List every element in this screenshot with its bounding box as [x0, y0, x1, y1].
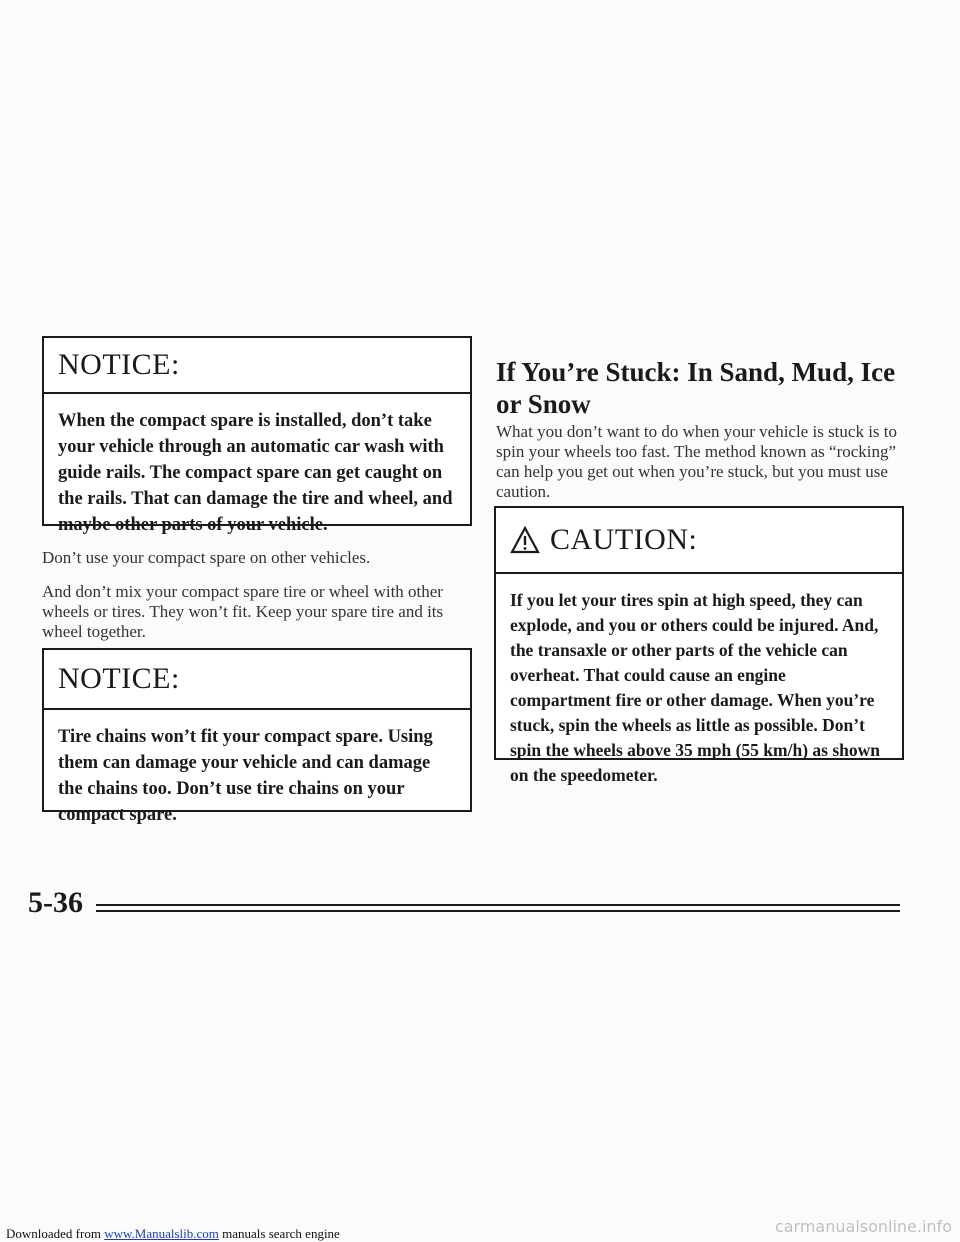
watermark: carmanualsonline.info	[774, 1217, 952, 1236]
paragraph-other-vehicles: Don’t use your compact spare on other vehicles.	[42, 548, 371, 567]
page-rule-bottom	[96, 910, 900, 912]
paragraph-rocking: What you don’t want to do when your vehicle is stuck is to spin your wheels too fast. The method known as “rocking” can help you get out when you’re stuck, but you must use caution.	[496, 422, 898, 501]
caution-body: If you let your tires spin at high speed, they can explode, and you or others could be injured. And, the transaxle or other parts of the vehicle can overheat. That could cause an engine compartment fire or other damage. When you’re stuck, spin the wheels as little as possible. Don’t spin the wheels above 35 mph (55 km/h) as shown on the speedometer.	[510, 590, 880, 785]
notice-box-compact-spare	[42, 336, 472, 535]
notice-title: NOTICE:	[58, 348, 180, 381]
notice-header	[44, 338, 470, 394]
caution-header	[496, 508, 902, 574]
paragraph-mix-tires: And don’t mix your compact spare tire or wheel with other wheels or tires. They won’t fit. Keep your spare tire and its wheel together.	[42, 582, 444, 641]
warning-triangle-icon	[510, 526, 540, 554]
page-rule-top	[96, 904, 900, 906]
notice-body: When the compact spare is installed, don’t take your vehicle through an automatic car wash with guide rails. The compact spare can get caught on the rails. That can damage the tire and wheel, and maybe other parts of your vehicle.	[58, 411, 453, 535]
section-heading: If You’re Stuck: In Sand, Mud, Ice or Snow	[496, 357, 896, 419]
notice-title: NOTICE:	[58, 662, 180, 695]
footer-suffix: manuals search engine	[218, 1226, 340, 1241]
footer-prefix: Downloaded from	[6, 1226, 105, 1241]
page-number: 5-36	[28, 886, 83, 919]
footer-link[interactable]: www.Manualslib.com	[104, 1226, 219, 1241]
notice-body: Tire chains won’t fit your compact spare. Using them can damage your vehicle and can damage the chains too. Don’t use tire chains on your compact spare.	[58, 727, 433, 825]
notice-box-tire-chains	[42, 648, 472, 825]
caution-title: CAUTION:	[550, 523, 698, 556]
notice-header	[44, 650, 470, 710]
caution-box	[494, 506, 904, 785]
